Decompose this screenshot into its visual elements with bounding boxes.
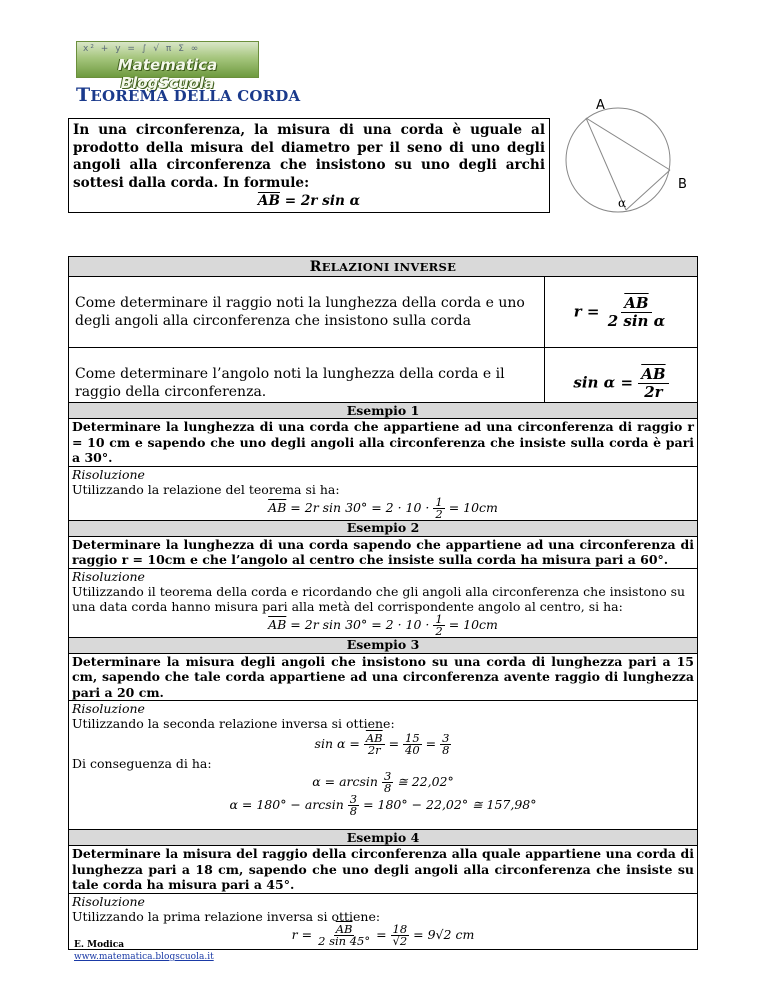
solution-equation: α = arcsin $\frac{3}{8}$ ≅ 22,02° xyxy=(312,769,454,795)
label-a: A xyxy=(596,98,605,113)
label-alpha: α xyxy=(618,196,627,210)
solution-equation: $\overline{AB} = 2r$ sin 30° = 2 · 10 · $\frac{1}{2}$ = 10cm xyxy=(268,494,498,521)
solution-label: Risoluzione xyxy=(72,568,145,584)
logo-text: Matematica BlogScuola xyxy=(117,56,218,92)
inverse-relation-description: Come determinare l’angolo noti la lunghezza della corda e il raggio della circonferenza. xyxy=(69,348,545,419)
inverse-relation-description: Come determinare il raggio noti la lunghezza della corda e uno degli angoli alla circonferenza che insistono sulla corda xyxy=(69,277,545,348)
theorem-statement-box xyxy=(68,118,550,213)
example-solution xyxy=(69,568,698,637)
site-logo xyxy=(76,41,259,92)
footer-website-link[interactable]: www.matematica.blogscuola.it xyxy=(74,952,214,962)
solution-text: Utilizzando la prima relazione inversa si ottiene: xyxy=(72,908,381,924)
logo-doodle: x² + y = ∫ √ π Σ ∞ xyxy=(83,44,201,54)
solution-label: Risoluzione xyxy=(72,893,145,909)
theorem-text: In una circonferenza, la misura di una corda è uguale al prodotto della misura del diametro per il seno di uno degli angoli alla circonferenza che insistono su uno degli archi sottesi dalla corda. In formule: xyxy=(73,122,545,191)
example-question: Determinare la lunghezza di una corda sapendo che appartiene ad una circonferenza di raggio r = 10cm e che l’angolo al centro che insiste sulla corda ha misura pari a 60°. xyxy=(69,536,698,568)
solution-text: Utilizzando il teorema della corda e ricordando che gli angoli alla circonferenza che insistono su una data corda hanno misura pari alla metà del corrispondente angolo al centro, si ha: xyxy=(72,583,686,614)
solution-equation: sin α = $\frac{\overline{AB}}{2r}$ = $\frac{15}{40}$ = $\frac{3}{8}$ xyxy=(314,731,450,757)
solution-equation: $\overline{AB} = 2r$ sin 30° = 2 · 10 · $\frac{1}{2}$ = 10cm xyxy=(268,611,498,638)
solution-equation: r = $\frac{\overline{AB}}{2 \sin 45^\circ}$ = $\frac{18}{√2}$ = 9√2 cm xyxy=(291,921,475,948)
solution-label: Risoluzione xyxy=(72,701,145,716)
example-header: Esempio 1 xyxy=(69,403,698,419)
chord-b-alpha xyxy=(626,170,670,210)
inverse-relation-formula: r = $\frac{\overline{AB}}{\text{2 sin α}}$ xyxy=(545,277,698,348)
example-question: Determinare la misura del raggio della circonferenza alla quale appartiene una corda di lunghezza pari a 18 cm, sapendo che uno degli angoli alla circonferenza che insiste su tale corda ha misura pari a 45°. xyxy=(69,846,698,894)
inverse-relation-row xyxy=(69,277,698,348)
page-title: TEOREMA DELLA CORDA xyxy=(76,84,301,106)
example-header: Esempio 3 xyxy=(69,637,698,653)
solution-text: Utilizzando la relazione del teorema si ha: xyxy=(72,481,340,497)
footer-author: E. Modica xyxy=(74,940,125,950)
theorem-formula: $\overline{AB} = 2r$ sin α xyxy=(257,193,361,209)
solution-text: Utilizzando la seconda relazione inversa si ottiene: xyxy=(72,716,395,731)
chord-circle-figure xyxy=(558,96,716,216)
label-b: B xyxy=(678,177,687,192)
solution-equation: α = 180° − arcsin $\frac{3}{8}$ = 180° − 22,02° ≅ 157,98° xyxy=(229,792,537,818)
example-header: Esempio 2 xyxy=(69,520,698,536)
inverse-relations-table xyxy=(68,256,698,419)
examples-table xyxy=(68,402,698,950)
example-question: Determinare la misura degli angoli che insistono su una corda di lunghezza pari a 15 cm, sapendo che tale corda appartiene ad una circonferenza avente raggio di lunghezza pari a 20 cm. xyxy=(69,653,698,701)
example-solution xyxy=(69,893,698,949)
inverse-relation-formula: sin α = $\frac{\overline{AB}}{2r}$ xyxy=(545,348,698,419)
example-question: Determinare la lunghezza di una corda che appartiene ad una circonferenza di raggio r = 10 cm e sapendo che uno degli angoli alla circonferenza che insiste sulla corda è pari a 30°. xyxy=(69,419,698,467)
inverse-relations-header: RELAZIONI INVERSE xyxy=(69,257,698,277)
solution-label: Risoluzione xyxy=(72,466,145,482)
solution-text: Di conseguenza di ha: xyxy=(72,756,212,771)
example-solution xyxy=(69,466,698,520)
example-header: Esempio 4 xyxy=(69,830,698,846)
example-solution xyxy=(69,701,698,830)
